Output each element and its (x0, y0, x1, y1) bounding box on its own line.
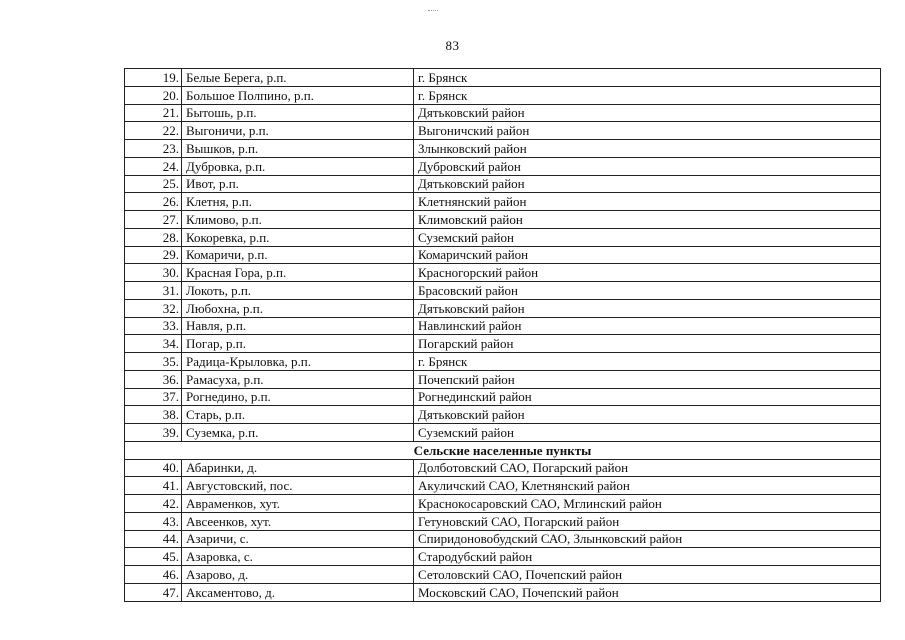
table-row (125, 512, 881, 530)
row-number: 19. (125, 69, 182, 87)
district-name: Спиридоновобудский САО, Злынковский район (414, 530, 881, 548)
settlement-name: Авсеенков, хут. (182, 512, 414, 530)
table-body-rural (125, 459, 881, 601)
table-row (125, 157, 881, 175)
district-name: Сетоловский САО, Почепский район (414, 566, 881, 584)
settlement-name: Красная Гора, р.п. (182, 264, 414, 282)
row-number: 25. (125, 175, 182, 193)
district-name: Дубровский район (414, 157, 881, 175)
settlement-name: Белые Берега, р.п. (182, 69, 414, 87)
row-number: 41. (125, 477, 182, 495)
row-number: 34. (125, 335, 182, 353)
settlements-table (124, 68, 881, 602)
settlement-name: Азаричи, с. (182, 530, 414, 548)
row-number: 38. (125, 406, 182, 424)
district-name: г. Брянск (414, 69, 881, 87)
settlement-name: Ивот, р.п. (182, 175, 414, 193)
settlement-name: Локоть, р.п. (182, 282, 414, 300)
row-number: 45. (125, 548, 182, 566)
table-row (125, 299, 881, 317)
settlement-name: Кокоревка, р.п. (182, 228, 414, 246)
table-row (125, 424, 881, 442)
settlement-name: Суземка, р.п. (182, 424, 414, 442)
district-name: Навлинский район (414, 317, 881, 335)
table-row (125, 406, 881, 424)
row-number: 46. (125, 566, 182, 584)
settlement-name: Аксаментово, д. (182, 583, 414, 601)
district-name: Стародубский район (414, 548, 881, 566)
settlement-name: Азарово, д. (182, 566, 414, 584)
table-row (125, 335, 881, 353)
row-number: 28. (125, 228, 182, 246)
row-number: 27. (125, 211, 182, 229)
table-row (125, 495, 881, 513)
table-row (125, 317, 881, 335)
row-number: 47. (125, 583, 182, 601)
settlement-name: Августовский, пос. (182, 477, 414, 495)
table-row (125, 86, 881, 104)
row-number: 29. (125, 246, 182, 264)
table-section (125, 441, 881, 459)
page-number: 83 (445, 38, 460, 53)
table-row (125, 548, 881, 566)
scan-artifact (428, 10, 438, 14)
row-number: 37. (125, 388, 182, 406)
row-number: 26. (125, 193, 182, 211)
row-number: 21. (125, 104, 182, 122)
district-name: Дятьковский район (414, 175, 881, 193)
table-row (125, 530, 881, 548)
district-name: Комаричский район (414, 246, 881, 264)
district-name: Красногорский район (414, 264, 881, 282)
district-name: Гетуновский САО, Погарский район (414, 512, 881, 530)
table-row (125, 583, 881, 601)
settlement-name: Клетня, р.п. (182, 193, 414, 211)
district-name: Клетнянский район (414, 193, 881, 211)
row-number: 31. (125, 282, 182, 300)
district-name: Почепский район (414, 370, 881, 388)
district-name: Суземский район (414, 228, 881, 246)
row-number: 43. (125, 512, 182, 530)
settlement-name: Большое Полпино, р.п. (182, 86, 414, 104)
settlement-name: Авраменков, хут. (182, 495, 414, 513)
table-row (125, 477, 881, 495)
row-number: 39. (125, 424, 182, 442)
row-number: 23. (125, 140, 182, 158)
district-name: Рогнединский район (414, 388, 881, 406)
table-row (125, 566, 881, 584)
district-name: Дятьковский район (414, 104, 881, 122)
settlement-name: Дубровка, р.п. (182, 157, 414, 175)
district-name: Погарский район (414, 335, 881, 353)
section-title: Сельские населенные пункты (125, 441, 881, 459)
row-number: 35. (125, 353, 182, 371)
table-row (125, 282, 881, 300)
district-name: Климовский район (414, 211, 881, 229)
settlement-name: Климово, р.п. (182, 211, 414, 229)
settlement-name: Азаровка, с. (182, 548, 414, 566)
table-row (125, 211, 881, 229)
settlement-name: Вышков, р.п. (182, 140, 414, 158)
table-row (125, 264, 881, 282)
row-number: 42. (125, 495, 182, 513)
table-row (125, 353, 881, 371)
row-number: 22. (125, 122, 182, 140)
row-number: 44. (125, 530, 182, 548)
district-name: Злынковский район (414, 140, 881, 158)
row-number: 24. (125, 157, 182, 175)
district-name: Дятьковский район (414, 299, 881, 317)
settlement-name: Любохна, р.п. (182, 299, 414, 317)
district-name: г. Брянск (414, 86, 881, 104)
table-row (125, 388, 881, 406)
settlement-name: Выгоничи, р.п. (182, 122, 414, 140)
settlement-name: Старь, р.п. (182, 406, 414, 424)
settlement-name: Рогнедино, р.п. (182, 388, 414, 406)
district-name: Выгоничский район (414, 122, 881, 140)
district-name: г. Брянск (414, 353, 881, 371)
district-name: Акуличский САО, Клетнянский район (414, 477, 881, 495)
settlement-name: Навля, р.п. (182, 317, 414, 335)
settlement-name: Абаринки, д. (182, 459, 414, 477)
table-row (125, 140, 881, 158)
settlement-name: Радица-Крыловка, р.п. (182, 353, 414, 371)
district-name: Суземский район (414, 424, 881, 442)
row-number: 33. (125, 317, 182, 335)
row-number: 32. (125, 299, 182, 317)
table-row (125, 246, 881, 264)
settlement-name: Бытошь, р.п. (182, 104, 414, 122)
settlement-name: Погар, р.п. (182, 335, 414, 353)
table-row (125, 193, 881, 211)
table-row (125, 104, 881, 122)
table-body-urban (125, 69, 881, 442)
table-row (125, 122, 881, 140)
row-number: 36. (125, 370, 182, 388)
table-row (125, 228, 881, 246)
district-name: Краснокосаровский САО, Мглинский район (414, 495, 881, 513)
section-header-row (125, 441, 881, 459)
table-row (125, 69, 881, 87)
table-row (125, 459, 881, 477)
district-name: Московский САО, Почепский район (414, 583, 881, 601)
row-number: 20. (125, 86, 182, 104)
table-row (125, 370, 881, 388)
settlement-name: Рамасуха, р.п. (182, 370, 414, 388)
district-name: Брасовский район (414, 282, 881, 300)
settlement-name: Комаричи, р.п. (182, 246, 414, 264)
row-number: 30. (125, 264, 182, 282)
row-number: 40. (125, 459, 182, 477)
district-name: Долботовский САО, Погарский район (414, 459, 881, 477)
district-name: Дятьковский район (414, 406, 881, 424)
table-row (125, 175, 881, 193)
